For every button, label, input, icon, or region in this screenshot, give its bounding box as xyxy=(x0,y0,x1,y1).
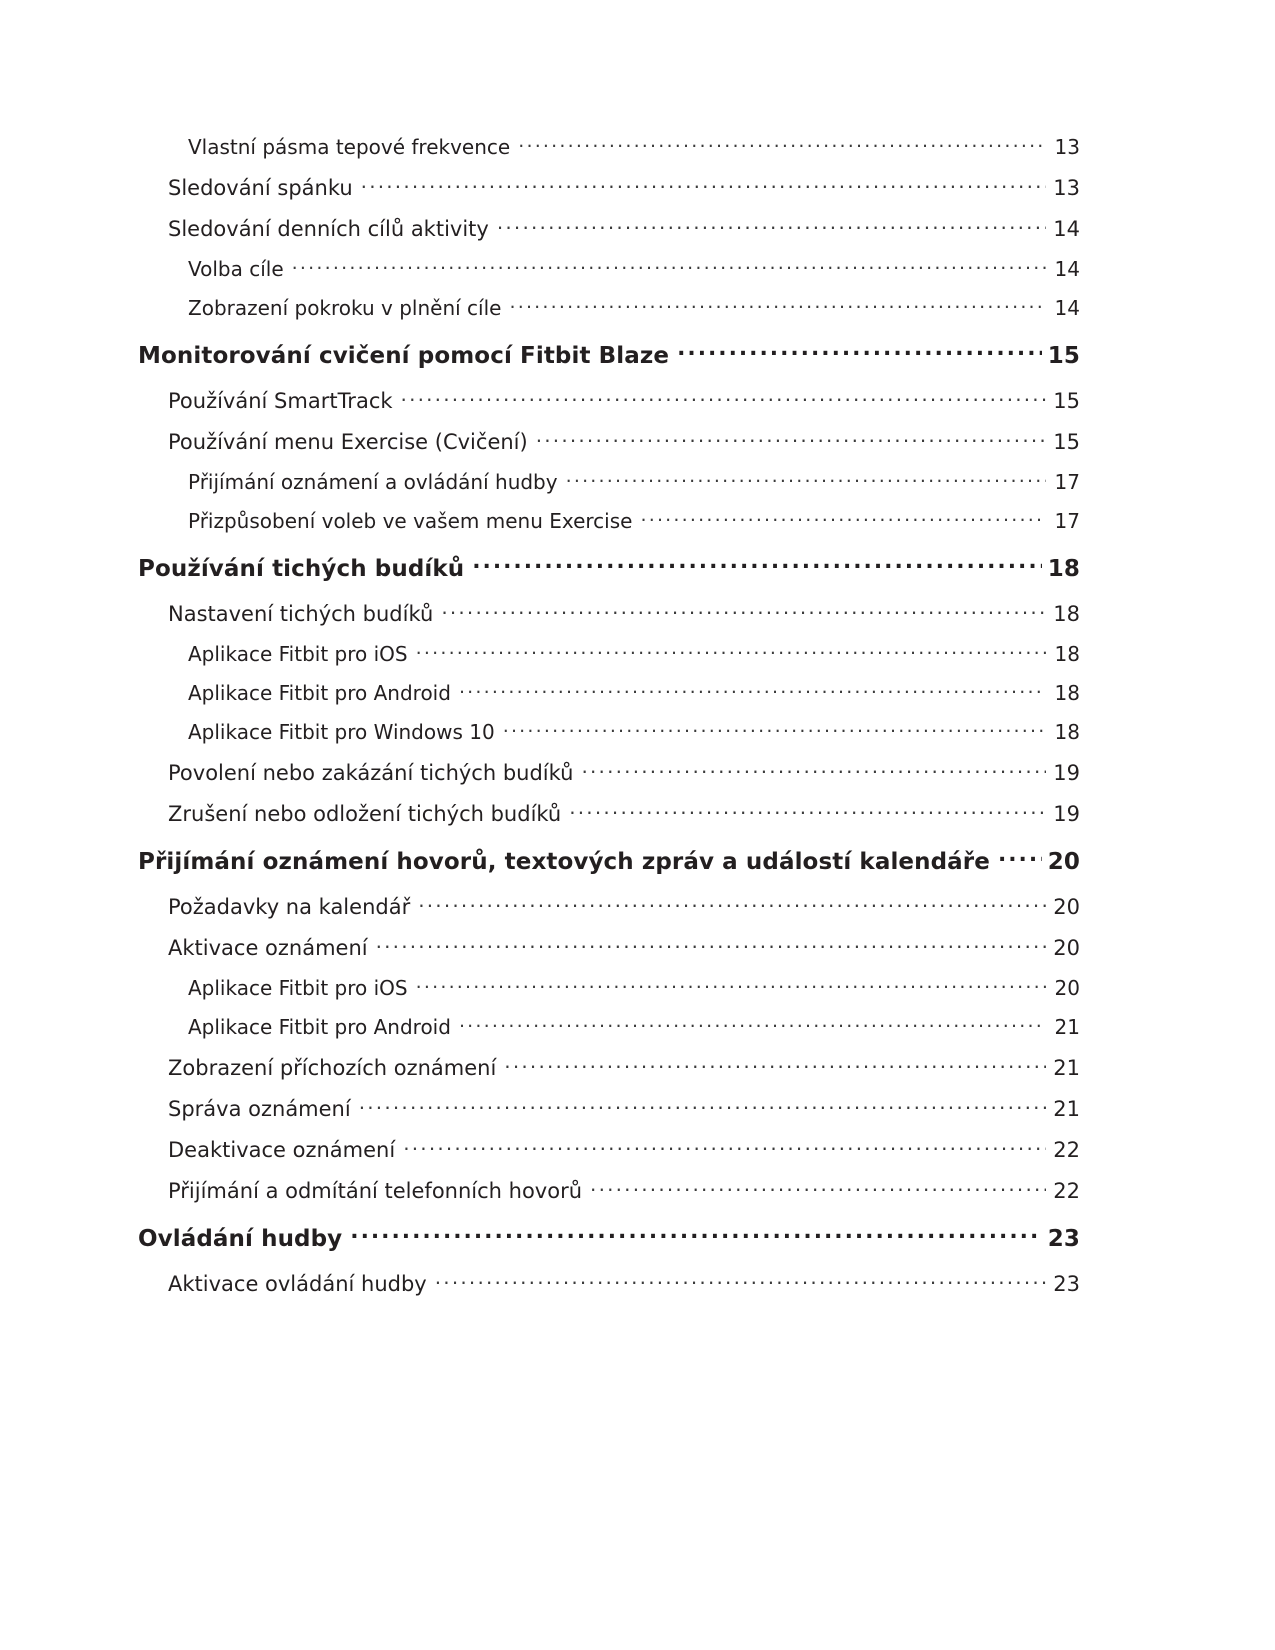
toc-entry-page-number: 20 xyxy=(1053,895,1080,919)
toc-leader-dots xyxy=(376,934,1046,955)
toc-entry[interactable] xyxy=(130,1054,1080,1080)
toc-entry-page-number: 13 xyxy=(1053,176,1080,200)
toc-entry[interactable] xyxy=(130,428,1080,454)
toc-entry[interactable] xyxy=(130,469,1080,494)
toc-entry-page-number: 18 xyxy=(1047,556,1080,582)
toc-entry-title: Nastavení tichých budíků xyxy=(168,602,434,626)
toc-entry[interactable] xyxy=(130,295,1080,320)
toc-entry-title: Povolení nebo zakázání tichých budíků xyxy=(168,761,574,785)
toc-entry[interactable] xyxy=(130,846,1080,875)
toc-entry[interactable] xyxy=(130,893,1080,919)
toc-entry-page-number: 20 xyxy=(1054,976,1080,1000)
toc-entry-page-number: 17 xyxy=(1054,470,1080,494)
toc-entry-page-number: 22 xyxy=(1053,1138,1080,1162)
toc-entry[interactable] xyxy=(130,508,1080,533)
toc-entry-title: Ovládání hudby xyxy=(138,1226,343,1252)
toc-entry-page-number: 14 xyxy=(1054,296,1080,320)
toc-entry-title: Volba cíle xyxy=(188,257,284,281)
toc-entry-title: Aplikace Fitbit pro Windows 10 xyxy=(188,720,495,744)
toc-leader-dots xyxy=(590,1177,1046,1198)
toc-leader-dots xyxy=(401,387,1046,408)
toc-leader-dots xyxy=(504,1054,1046,1075)
toc-entry-page-number: 18 xyxy=(1054,720,1080,744)
toc-entry-title: Aplikace Fitbit pro Android xyxy=(188,1015,451,1039)
toc-leader-dots xyxy=(403,1136,1046,1157)
toc-entry-title: Aktivace oznámení xyxy=(168,936,368,960)
toc-entry-page-number: 23 xyxy=(1053,1272,1080,1296)
toc-leader-dots xyxy=(361,174,1046,195)
toc-entry[interactable] xyxy=(130,600,1080,626)
toc-entry-title: Aplikace Fitbit pro iOS xyxy=(188,642,408,666)
toc-entry-page-number: 15 xyxy=(1047,343,1080,369)
toc-leader-dots xyxy=(566,469,1046,489)
toc-entry-title: Správa oznámení xyxy=(168,1097,351,1121)
toc-leader-dots xyxy=(418,893,1046,914)
toc-leader-dots xyxy=(441,600,1046,621)
toc-entry-title: Používání tichých budíků xyxy=(138,556,465,582)
toc-leader-dots xyxy=(569,800,1046,821)
toc-entry-page-number: 13 xyxy=(1054,135,1080,159)
toc-entry[interactable] xyxy=(130,340,1080,369)
toc-entry[interactable] xyxy=(130,759,1080,785)
toc-leader-dots xyxy=(359,1095,1046,1116)
toc-entry[interactable] xyxy=(130,134,1080,159)
toc-entry-page-number: 17 xyxy=(1054,509,1080,533)
table-of-contents xyxy=(130,120,1080,1311)
toc-leader-dots xyxy=(472,553,1042,576)
toc-leader-dots xyxy=(292,256,1046,276)
toc-entry-page-number: 18 xyxy=(1054,681,1080,705)
toc-entry-title: Aktivace ovládání hudby xyxy=(168,1272,427,1296)
toc-entry-page-number: 21 xyxy=(1053,1056,1080,1080)
toc-entry-page-number: 18 xyxy=(1054,642,1080,666)
toc-entry-page-number: 14 xyxy=(1053,217,1080,241)
toc-entry[interactable] xyxy=(130,680,1080,705)
toc-entry[interactable] xyxy=(130,934,1080,960)
toc-entry-title: Monitorování cvičení pomocí Fitbit Blaze xyxy=(138,343,670,369)
toc-leader-dots xyxy=(581,759,1046,780)
toc-entry-title: Zobrazení příchozích oznámení xyxy=(168,1056,497,1080)
toc-entry[interactable] xyxy=(130,174,1080,200)
toc-entry[interactable] xyxy=(130,1014,1080,1039)
toc-entry-title: Sledování spánku xyxy=(168,176,353,200)
toc-leader-dots xyxy=(497,215,1046,236)
toc-entry-title: Přijímání oznámení hovorů, textových zpráv a událostí kalendáře xyxy=(138,849,990,875)
toc-entry[interactable] xyxy=(130,800,1080,826)
toc-entry-title: Zobrazení pokroku v plnění cíle xyxy=(188,296,502,320)
toc-entry-page-number: 15 xyxy=(1053,430,1080,454)
toc-entry-page-number: 14 xyxy=(1054,257,1080,281)
toc-leader-dots xyxy=(459,680,1046,700)
toc-entry-title: Aplikace Fitbit pro iOS xyxy=(188,976,408,1000)
toc-leader-dots xyxy=(536,428,1046,449)
toc-entry-page-number: 20 xyxy=(1053,936,1080,960)
toc-leader-dots xyxy=(509,295,1046,315)
toc-entry[interactable] xyxy=(130,215,1080,241)
toc-entry[interactable] xyxy=(130,719,1080,744)
toc-entry-title: Požadavky na kalendář xyxy=(168,895,411,919)
toc-entry-title: Deaktivace oznámení xyxy=(168,1138,396,1162)
toc-entry-title: Přijímání a odmítání telefonních hovorů xyxy=(168,1179,583,1203)
toc-entry[interactable] xyxy=(130,256,1080,281)
toc-entry-page-number: 23 xyxy=(1047,1226,1080,1252)
toc-entry-page-number: 22 xyxy=(1053,1179,1080,1203)
toc-leader-dots xyxy=(503,719,1046,739)
toc-entry[interactable] xyxy=(130,1095,1080,1121)
toc-leader-dots xyxy=(435,1270,1046,1291)
toc-leader-dots xyxy=(350,1223,1042,1246)
toc-entry-title: Přizpůsobení voleb ve vašem menu Exercise xyxy=(188,509,633,533)
toc-entry[interactable] xyxy=(130,387,1080,413)
toc-leader-dots xyxy=(998,846,1042,869)
toc-entry-title: Používání menu Exercise (Cvičení) xyxy=(168,430,528,454)
toc-entry-page-number: 21 xyxy=(1053,1097,1080,1121)
toc-entry-page-number: 19 xyxy=(1053,802,1080,826)
toc-leader-dots xyxy=(640,508,1046,528)
toc-entry-title: Používání SmartTrack xyxy=(168,389,393,413)
toc-entry-page-number: 19 xyxy=(1053,761,1080,785)
toc-leader-dots xyxy=(416,641,1046,661)
toc-entry-page-number: 21 xyxy=(1054,1015,1080,1039)
toc-entry-title: Aplikace Fitbit pro Android xyxy=(188,681,451,705)
toc-entry-page-number: 18 xyxy=(1053,602,1080,626)
toc-entry-title: Sledování denních cílů aktivity xyxy=(168,217,489,241)
toc-entry-title: Přijímání oznámení a ovládání hudby xyxy=(188,470,558,494)
toc-entry-title: Vlastní pásma tepové frekvence xyxy=(188,135,511,159)
toc-leader-dots xyxy=(459,1014,1046,1034)
toc-entry-page-number: 20 xyxy=(1047,849,1080,875)
toc-entry-page-number: 15 xyxy=(1053,389,1080,413)
toc-entry[interactable] xyxy=(130,641,1080,666)
toc-entry-title: Zrušení nebo odložení tichých budíků xyxy=(168,802,562,826)
toc-leader-dots xyxy=(677,340,1042,363)
toc-entry[interactable] xyxy=(130,1177,1080,1203)
toc-entry[interactable] xyxy=(130,1223,1080,1252)
toc-entry[interactable] xyxy=(130,975,1080,1000)
toc-leader-dots xyxy=(416,975,1046,995)
toc-entry[interactable] xyxy=(130,553,1080,582)
toc-entry[interactable] xyxy=(130,1270,1080,1296)
toc-leader-dots xyxy=(518,134,1046,154)
toc-entry[interactable] xyxy=(130,1136,1080,1162)
